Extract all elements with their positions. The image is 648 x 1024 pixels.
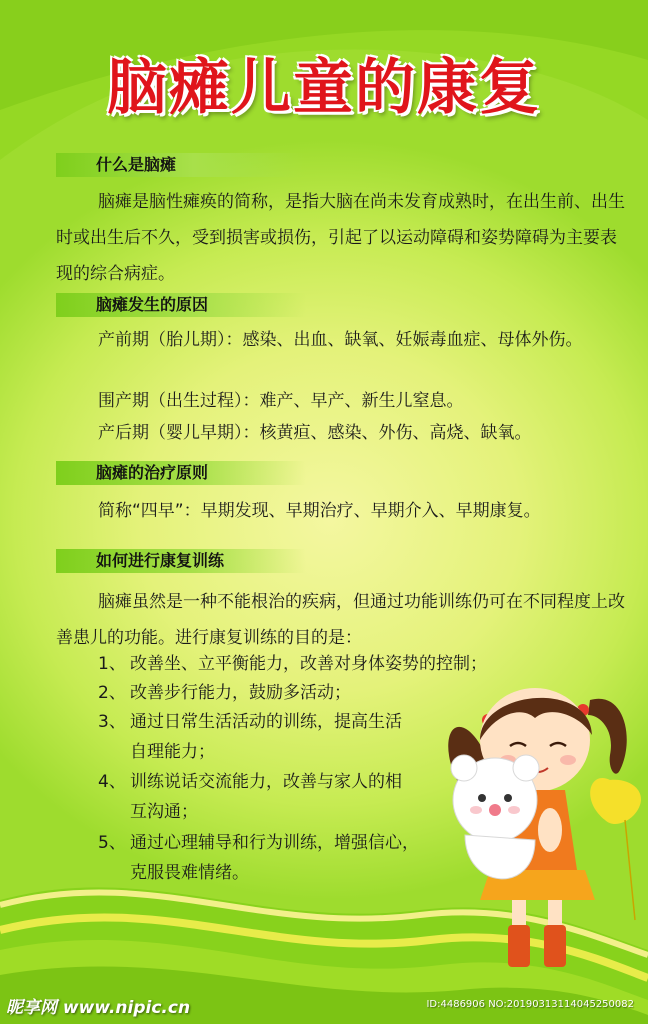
cause-prenatal: 产前期（胎儿期）：感染、出血、缺氧、妊娠毒血症、母体外伤。	[98, 330, 583, 350]
section-body-what-is: 脑瘫是脑性瘫痪的简称，是指大脑在尚未发育成熟时，在出生前、出生时或出生后不久，受到损害或损伤，引起了以运动障碍和姿势障碍为主要表现的综合病症。	[56, 192, 625, 284]
list-number: 3、	[98, 712, 126, 732]
image-id-watermark: ID:4486906 NO:20190313114045250082	[426, 999, 634, 1010]
section-heading-training: 如何进行康复训练	[56, 549, 306, 573]
section-heading-principles: 脑瘫的治疗原则	[56, 461, 306, 485]
list-number: 4、	[98, 772, 126, 792]
girl-with-teddy-illustration	[440, 660, 648, 980]
cause-perinatal: 围产期（出生过程）：难产、早产、新生儿窒息。	[98, 391, 464, 411]
nipic-logo-watermark: 昵享网 www.nipic.cn	[6, 998, 191, 1018]
list-item	[98, 678, 351, 708]
list-item	[98, 707, 402, 767]
section-heading-causes: 脑瘫发生的原因	[56, 293, 306, 317]
list-text: 改善步行能力，鼓励多活动；	[130, 683, 351, 703]
section-heading-what-is: 什么是脑瘫	[56, 153, 306, 177]
list-number: 2、	[98, 683, 126, 703]
cause-postnatal: 产后期（婴儿早期）：核黄疸、感染、外伤、高烧、缺氧。	[98, 423, 532, 443]
list-text: 通过心理辅导和行为训练，增强信心，	[130, 833, 419, 853]
list-text: 改善坐、立平衡能力，改善对身体姿势的控制；	[130, 654, 487, 674]
list-item	[98, 649, 487, 679]
list-item	[98, 767, 402, 827]
list-number: 1、	[98, 654, 126, 674]
list-text-continued: 自理能力；	[130, 742, 215, 762]
list-text: 训练说话交流能力，改善与家人的相	[130, 772, 402, 792]
list-text-continued: 克服畏难情绪。	[130, 863, 249, 883]
section-body-principles: 简称“四早”：早期发现、早期治疗、早期介入、早期康复。	[98, 501, 541, 521]
list-text-continued: 互沟通；	[130, 802, 198, 822]
list-number: 5、	[98, 833, 126, 853]
list-text: 通过日常生活活动的训练，提高生活	[130, 712, 402, 732]
list-item	[98, 828, 419, 888]
page-title: 脑瘫儿童的康复	[107, 53, 541, 123]
training-intro: 脑瘫虽然是一种不能根治的疾病，但通过功能训练仍可在不同程度上改善患儿的功能。进行康复训练的目的是：	[56, 592, 625, 648]
